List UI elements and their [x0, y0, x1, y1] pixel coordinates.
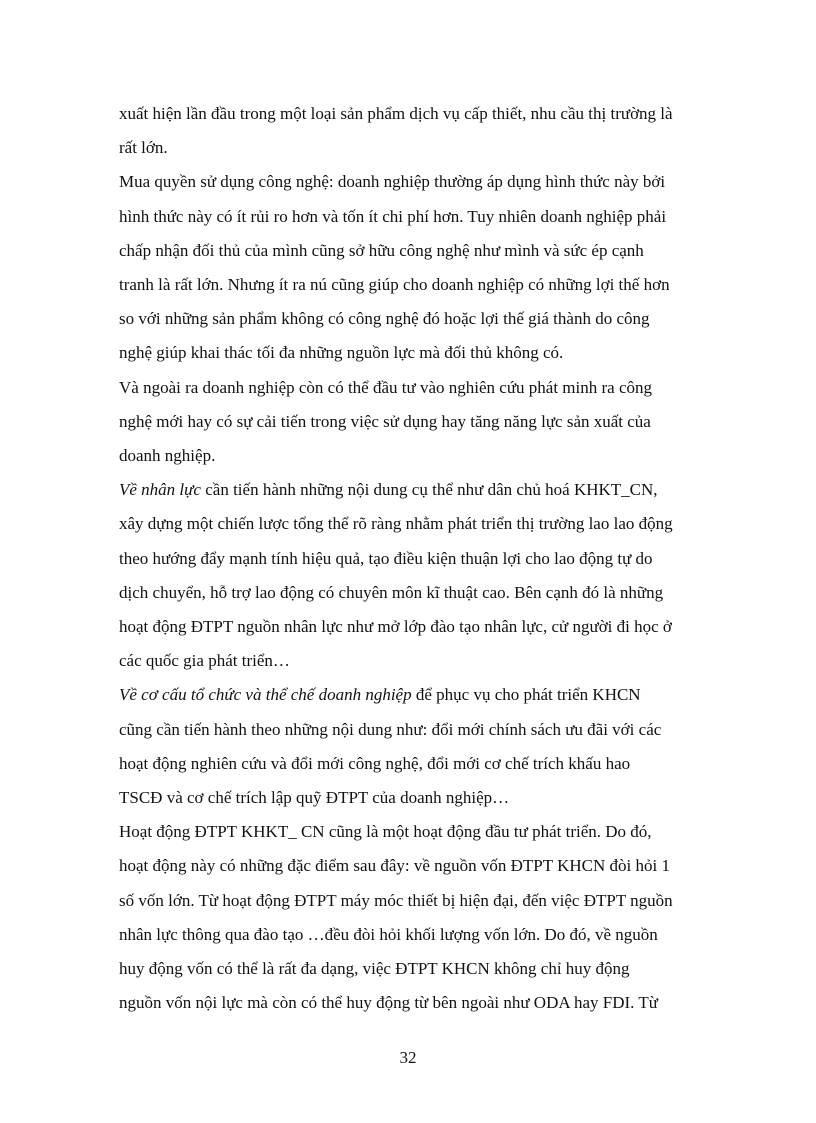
- text-line: nghệ giúp khai thác tối đa những nguồn lực mà đối thủ không có.: [119, 343, 564, 363]
- text-line: Hoạt động ĐTPT KHKT_ CN cũng là một hoạt động đầu tư phát triển. Do đó,: [119, 822, 652, 842]
- text-line-rest: để phục vụ cho phát triển KHCN: [415, 685, 641, 705]
- text-line: tranh là rất lớn. Nhưng ít ra nú cũng giúp cho doanh nghiệp có những lợi thế hơn: [119, 275, 670, 295]
- text-line: doanh nghiệp.: [119, 446, 216, 466]
- paragraph: [119, 165, 732, 370]
- paragraph-lead: Về cơ cấu tổ chức và thể chế doanh nghiệp: [119, 685, 412, 705]
- text-line: Và ngoài ra doanh nghiệp còn có thể đầu tư vào nghiên cứu phát minh ra công: [119, 377, 652, 397]
- body-text: [119, 97, 732, 1020]
- text-line: số vốn lớn. Từ hoạt động ĐTPT máy móc thiết bị hiện đại, đến việc ĐTPT nguồn: [119, 890, 673, 910]
- text-line: hình thức này có ít rủi ro hơn và tốn ít chi phí hơn. Tuy nhiên doanh nghiệp phải: [119, 206, 667, 226]
- text-line: nguồn vốn nội lực mà còn có thể huy động từ bên ngoài như ODA hay FDI. Từ: [119, 993, 658, 1013]
- text-line: [119, 678, 732, 712]
- text-line: xuất hiện lần đầu trong một loại sản phẩm dịch vụ cấp thiết, nhu cầu thị trường là: [119, 104, 673, 123]
- text-line: Mua quyền sử dụng công nghệ: doanh nghiệp thường áp dụng hình thức này bởi: [119, 172, 666, 192]
- text-line: rất lớn.: [119, 138, 168, 158]
- text-line: so với những sản phẩm không có công nghệ đó hoặc lợi thế giá thành do công: [119, 309, 650, 329]
- text-line: hoạt động này có những đặc điểm sau đây: về nguồn vốn ĐTPT KHCN đòi hỏi 1: [119, 856, 670, 876]
- text-line: các quốc gia phát triển…: [119, 651, 290, 671]
- text-line: cũng cần tiến hành theo những nội dung như: đổi mới chính sách ưu đãi với các: [119, 719, 662, 739]
- text-line: TSCĐ và cơ chế trích lập quỹ ĐTPT của doanh nghiệp…: [119, 788, 510, 808]
- paragraph: [119, 678, 732, 815]
- page-number: 32: [399, 1048, 417, 1067]
- paragraph: [119, 473, 732, 678]
- text-line: hoạt động ĐTPT nguồn nhân lực như mở lớp đào tạo nhân lực, cử người đi học ở: [119, 617, 672, 637]
- text-line: [119, 473, 732, 507]
- text-line: nhân lực thông qua đào tạo …đều đòi hỏi khối lượng vốn lớn. Do đó, về nguồn: [119, 924, 658, 944]
- text-line: chấp nhận đối thủ của mình cũng sở hữu công nghệ như mình và sức ép cạnh: [119, 240, 644, 260]
- text-line: hoạt động nghiên cứu và đổi mới công nghệ, đổi mới cơ chế trích khấu hao: [119, 753, 631, 773]
- text-line: xây dựng một chiến lược tổng thể rõ ràng nhằm phát triển thị trường lao lao động: [119, 514, 673, 534]
- text-line-rest: cần tiến hành những nội dung cụ thể như dân chủ hoá KHKT_CN,: [205, 480, 658, 500]
- text-line: dịch chuyển, hỗ trợ lao động có chuyên môn kĩ thuật cao. Bên cạnh đó là những: [119, 582, 664, 602]
- paragraph: [119, 815, 732, 1020]
- text-line: huy động vốn có thể là rất đa dạng, việc ĐTPT KHCN không chỉ huy động: [119, 959, 630, 979]
- paragraph: [119, 97, 732, 165]
- text-line: nghệ mới hay có sự cải tiến trong việc sử dụng hay tăng năng lực sản xuất của: [119, 411, 651, 431]
- text-line: theo hướng đẩy mạnh tính hiệu quả, tạo điều kiện thuận lợi cho lao động tự do: [119, 548, 653, 568]
- paragraph: [119, 371, 732, 474]
- paragraph-lead: Về nhân lực: [119, 480, 201, 500]
